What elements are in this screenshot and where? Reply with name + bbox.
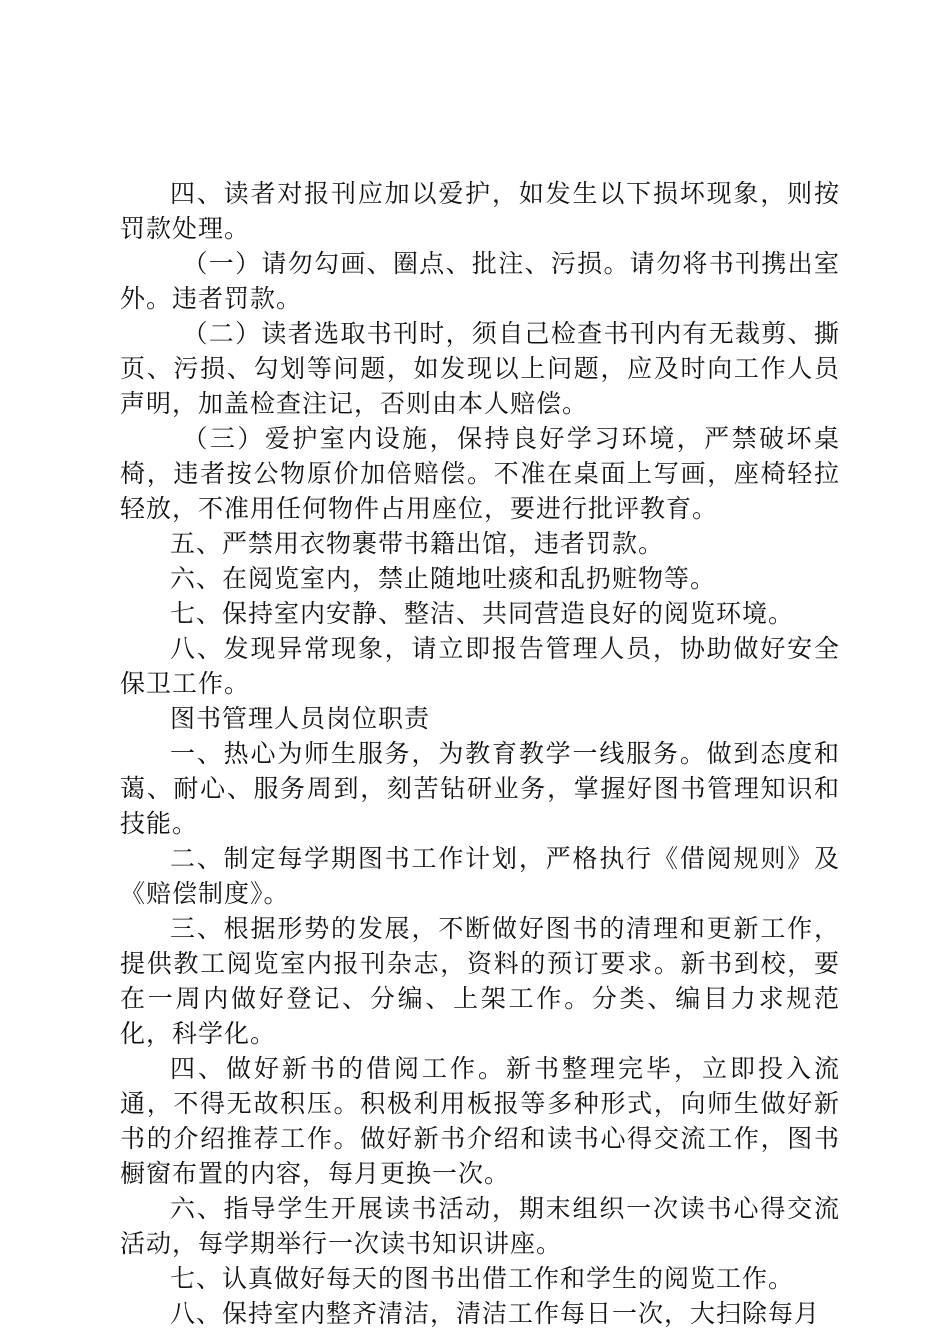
paragraph-rule-4: 四、读者对报刊应加以爱护，如发生以下损坏现象，则按罚款处理。 [120,179,840,243]
paragraph-duty-8: 八、保持室内整齐清洁，清洁工作每日一次，大扫除每月 [170,1299,821,1328]
paragraph-duty-3: 三、根据形势的发展，不断做好图书的清理和更新工作，提供教工阅览室内报刊杂志，资料的预订要求。新书到校，要在一周内做好登记、分编、上架工作。分类、编目力求规范化，科学化。 [120,914,840,1048]
paragraph-rule-4-item-2: （二）读者选取书刊时，须自己检查书刊内有无裁剪、撕页、污损、勾划等问题，如发现以上问题，应及时向工作人员声明，加盖检查注记，否则由本人赔偿。 [120,319,840,418]
document-body [120,176,840,1331]
paragraph-duty-1: 一、热心为师生服务，为教育教学一线服务。做到态度和蔼、耐心、服务周到，刻苦钻研业务，掌握好图书管理知识和技能。 [120,739,840,838]
paragraph-rule-6: 六、在阅览室内，禁止随地吐痰和乱扔赃物等。 [170,564,717,593]
paragraph-duty-2: 二、制定每学期图书工作计划，严格执行《借阅规则》及《赔偿制度》。 [120,844,840,908]
paragraph-rule-5: 五、严禁用衣物裹带书籍出馆，违者罚款。 [170,529,665,558]
paragraph-rule-4-item-3: （三）爱护室内设施，保持良好学习环境，严禁破坏桌椅，违者按公物原价加倍赔偿。不准在桌面上写画，座椅轻拉轻放，不准用任何物件占用座位，要进行批评教育。 [120,424,840,523]
paragraph-rule-8: 八、发现异常现象，请立即报告管理人员，协助做好安全保卫工作。 [120,634,840,698]
paragraph-rule-7: 七、保持室内安静、整洁、共同营造良好的阅览环境。 [170,599,795,628]
paragraph-duty-7: 七、认真做好每天的图书出借工作和学生的阅览工作。 [170,1264,795,1293]
paragraph-rule-4-item-1: （一）请勿勾画、圈点、批注、污损。请勿将书刊携出室外。违者罚款。 [120,249,840,313]
paragraph-duty-4: 四、做好新书的借阅工作。新书整理完毕，立即投入流通，不得无故积压。积极利用板报等多种形式，向师生做好新书的介绍推荐工作。做好新书介绍和读书心得交流工作，图书橱窗布置的内容，每月更换一次。 [120,1054,840,1188]
section-heading: 图书管理人员岗位职责 [170,704,431,733]
paragraph-duty-6: 六、指导学生开展读书活动，期末组织一次读书心得交流活动，每学期举行一次读书知识讲座。 [120,1194,840,1258]
